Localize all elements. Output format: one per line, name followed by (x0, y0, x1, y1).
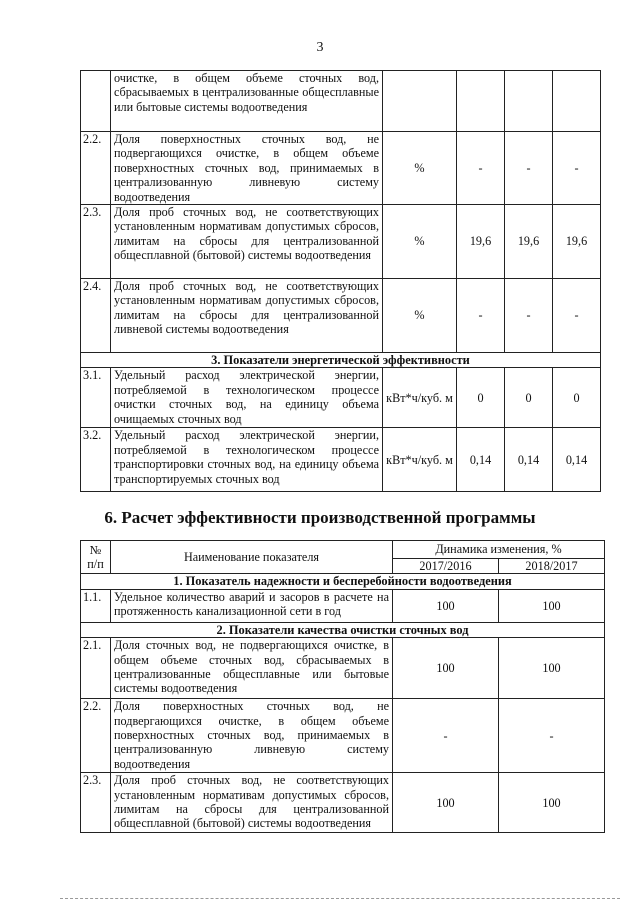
section-title: 3. Показатели энергетической эффективности (81, 353, 601, 368)
value-cell: 100 (393, 589, 499, 622)
table-row (81, 279, 601, 353)
section-row (81, 622, 605, 637)
value-cell: 0 (457, 368, 505, 428)
table-row (81, 205, 601, 279)
value-cell: - (393, 699, 499, 773)
value-cell: 19,6 (553, 205, 601, 279)
indicator-name: Доля проб сточных вод, не соответствующих установленным нормативам допустимых сбросов, лимитам на сбросы для централизованной общесплавной (бытовой) системы водоотведения (111, 205, 383, 279)
value-cell (553, 71, 601, 132)
value-cell: 19,6 (505, 205, 553, 279)
value-cell: 0 (505, 368, 553, 428)
row-number: 2.2. (81, 132, 111, 205)
row-number: 2.4. (81, 279, 111, 353)
value-cell: - (553, 132, 601, 205)
table-row (81, 773, 605, 833)
indicator-name: Доля проб сточных вод, не соответствующих установленным нормативам допустимых сбросов, лимитам на сбросы для централизованной ливневой системы водоотведения (111, 279, 383, 353)
indicator-name: Доля поверхностных сточных вод, не подвергающихся очистке, в общем объеме поверхностных сточных вод, принимаемых в централизованную ливневую систему водоотведения (111, 132, 383, 205)
value-cell: 100 (393, 773, 499, 833)
value-cell: - (457, 132, 505, 205)
row-number: 2.2. (81, 699, 111, 773)
table-row (81, 132, 601, 205)
value-cell: - (457, 279, 505, 353)
table-row (81, 428, 601, 492)
header-year: 2018/2017 (499, 559, 605, 574)
value-cell (505, 71, 553, 132)
page-bottom-divider (60, 898, 620, 899)
row-number: 2.3. (81, 773, 111, 833)
value-cell: - (505, 132, 553, 205)
unit-cell: кВт*ч/куб. м (383, 428, 457, 492)
value-cell: 100 (499, 638, 605, 699)
value-cell: - (505, 279, 553, 353)
value-cell: 0 (553, 368, 601, 428)
value-cell: 100 (393, 638, 499, 699)
value-cell: 19,6 (457, 205, 505, 279)
section-row (81, 353, 601, 368)
unit-cell: кВт*ч/куб. м (383, 368, 457, 428)
unit-cell (383, 71, 457, 132)
section-heading: 6. Расчет эффективности производственной программы (104, 508, 536, 527)
row-number: 1.1. (81, 589, 111, 622)
value-cell: - (499, 699, 605, 773)
header-row (81, 541, 605, 559)
table-row (81, 589, 605, 622)
indicator-name: Удельный расход электрической энергии, потребляемой в технологическом процессе транспортировки сточных вод, на единицу объема транспортируемых сточных вод (111, 428, 383, 492)
section-title: 1. Показатель надежности и бесперебойности водоотведения (81, 574, 605, 589)
indicator-name: очистке, в общем объеме сточных вод, сбрасываемых в централизованные общесплавные или бытовые системы водоотведения (111, 71, 383, 132)
table-row (81, 638, 605, 699)
row-number (81, 71, 111, 132)
section-title: 2. Показатели качества очистки сточных вод (81, 622, 605, 637)
indicator-name: Доля поверхностных сточных вод, не подвергающихся очистке, в общем объеме поверхностных сточных вод, принимаемых в централизованную ливневую систему водоотведения (111, 699, 393, 773)
unit-cell: % (383, 132, 457, 205)
section-row (81, 574, 605, 589)
row-number: 3.2. (81, 428, 111, 492)
value-cell: 100 (499, 773, 605, 833)
value-cell (457, 71, 505, 132)
unit-cell: % (383, 205, 457, 279)
page-number: 3 (316, 40, 324, 55)
indicator-name: Удельное количество аварий и засоров в расчете на протяженность канализационной сети в год (111, 589, 393, 622)
table-row (81, 699, 605, 773)
indicator-name: Доля проб сточных вод, не соответствующих установленным нормативам допустимых сбросов, лимитам на сбросы для централизованной общесплавной (бытовой) системы водоотведения (111, 773, 393, 833)
value-cell: 0,14 (553, 428, 601, 492)
unit-cell: % (383, 279, 457, 353)
table-row (81, 368, 601, 428)
row-number: 2.1. (81, 638, 111, 699)
header-name: Наименование показателя (111, 541, 393, 574)
header-dynamics: Динамика изменения, % (393, 541, 605, 559)
row-number: 2.3. (81, 205, 111, 279)
header-year: 2017/2016 (393, 559, 499, 574)
table-row (81, 71, 601, 132)
value-cell: 100 (499, 589, 605, 622)
value-cell: 0,14 (457, 428, 505, 492)
efficiency-table (80, 540, 605, 833)
value-cell: 0,14 (505, 428, 553, 492)
value-cell: - (553, 279, 601, 353)
indicator-name: Удельный расход электрической энергии, потребляемой в технологическом процессе очистки сточных вод, на единицу объема очищаемых сточных вод (111, 368, 383, 428)
header-number: № п/п (81, 541, 111, 574)
indicators-table-continued (80, 70, 601, 492)
indicator-name: Доля сточных вод, не подвергающихся очистке, в общем объеме сточных вод, сбрасываемых в централизованные общесплавные или бытовые системы водоотведения (111, 638, 393, 699)
row-number: 3.1. (81, 368, 111, 428)
